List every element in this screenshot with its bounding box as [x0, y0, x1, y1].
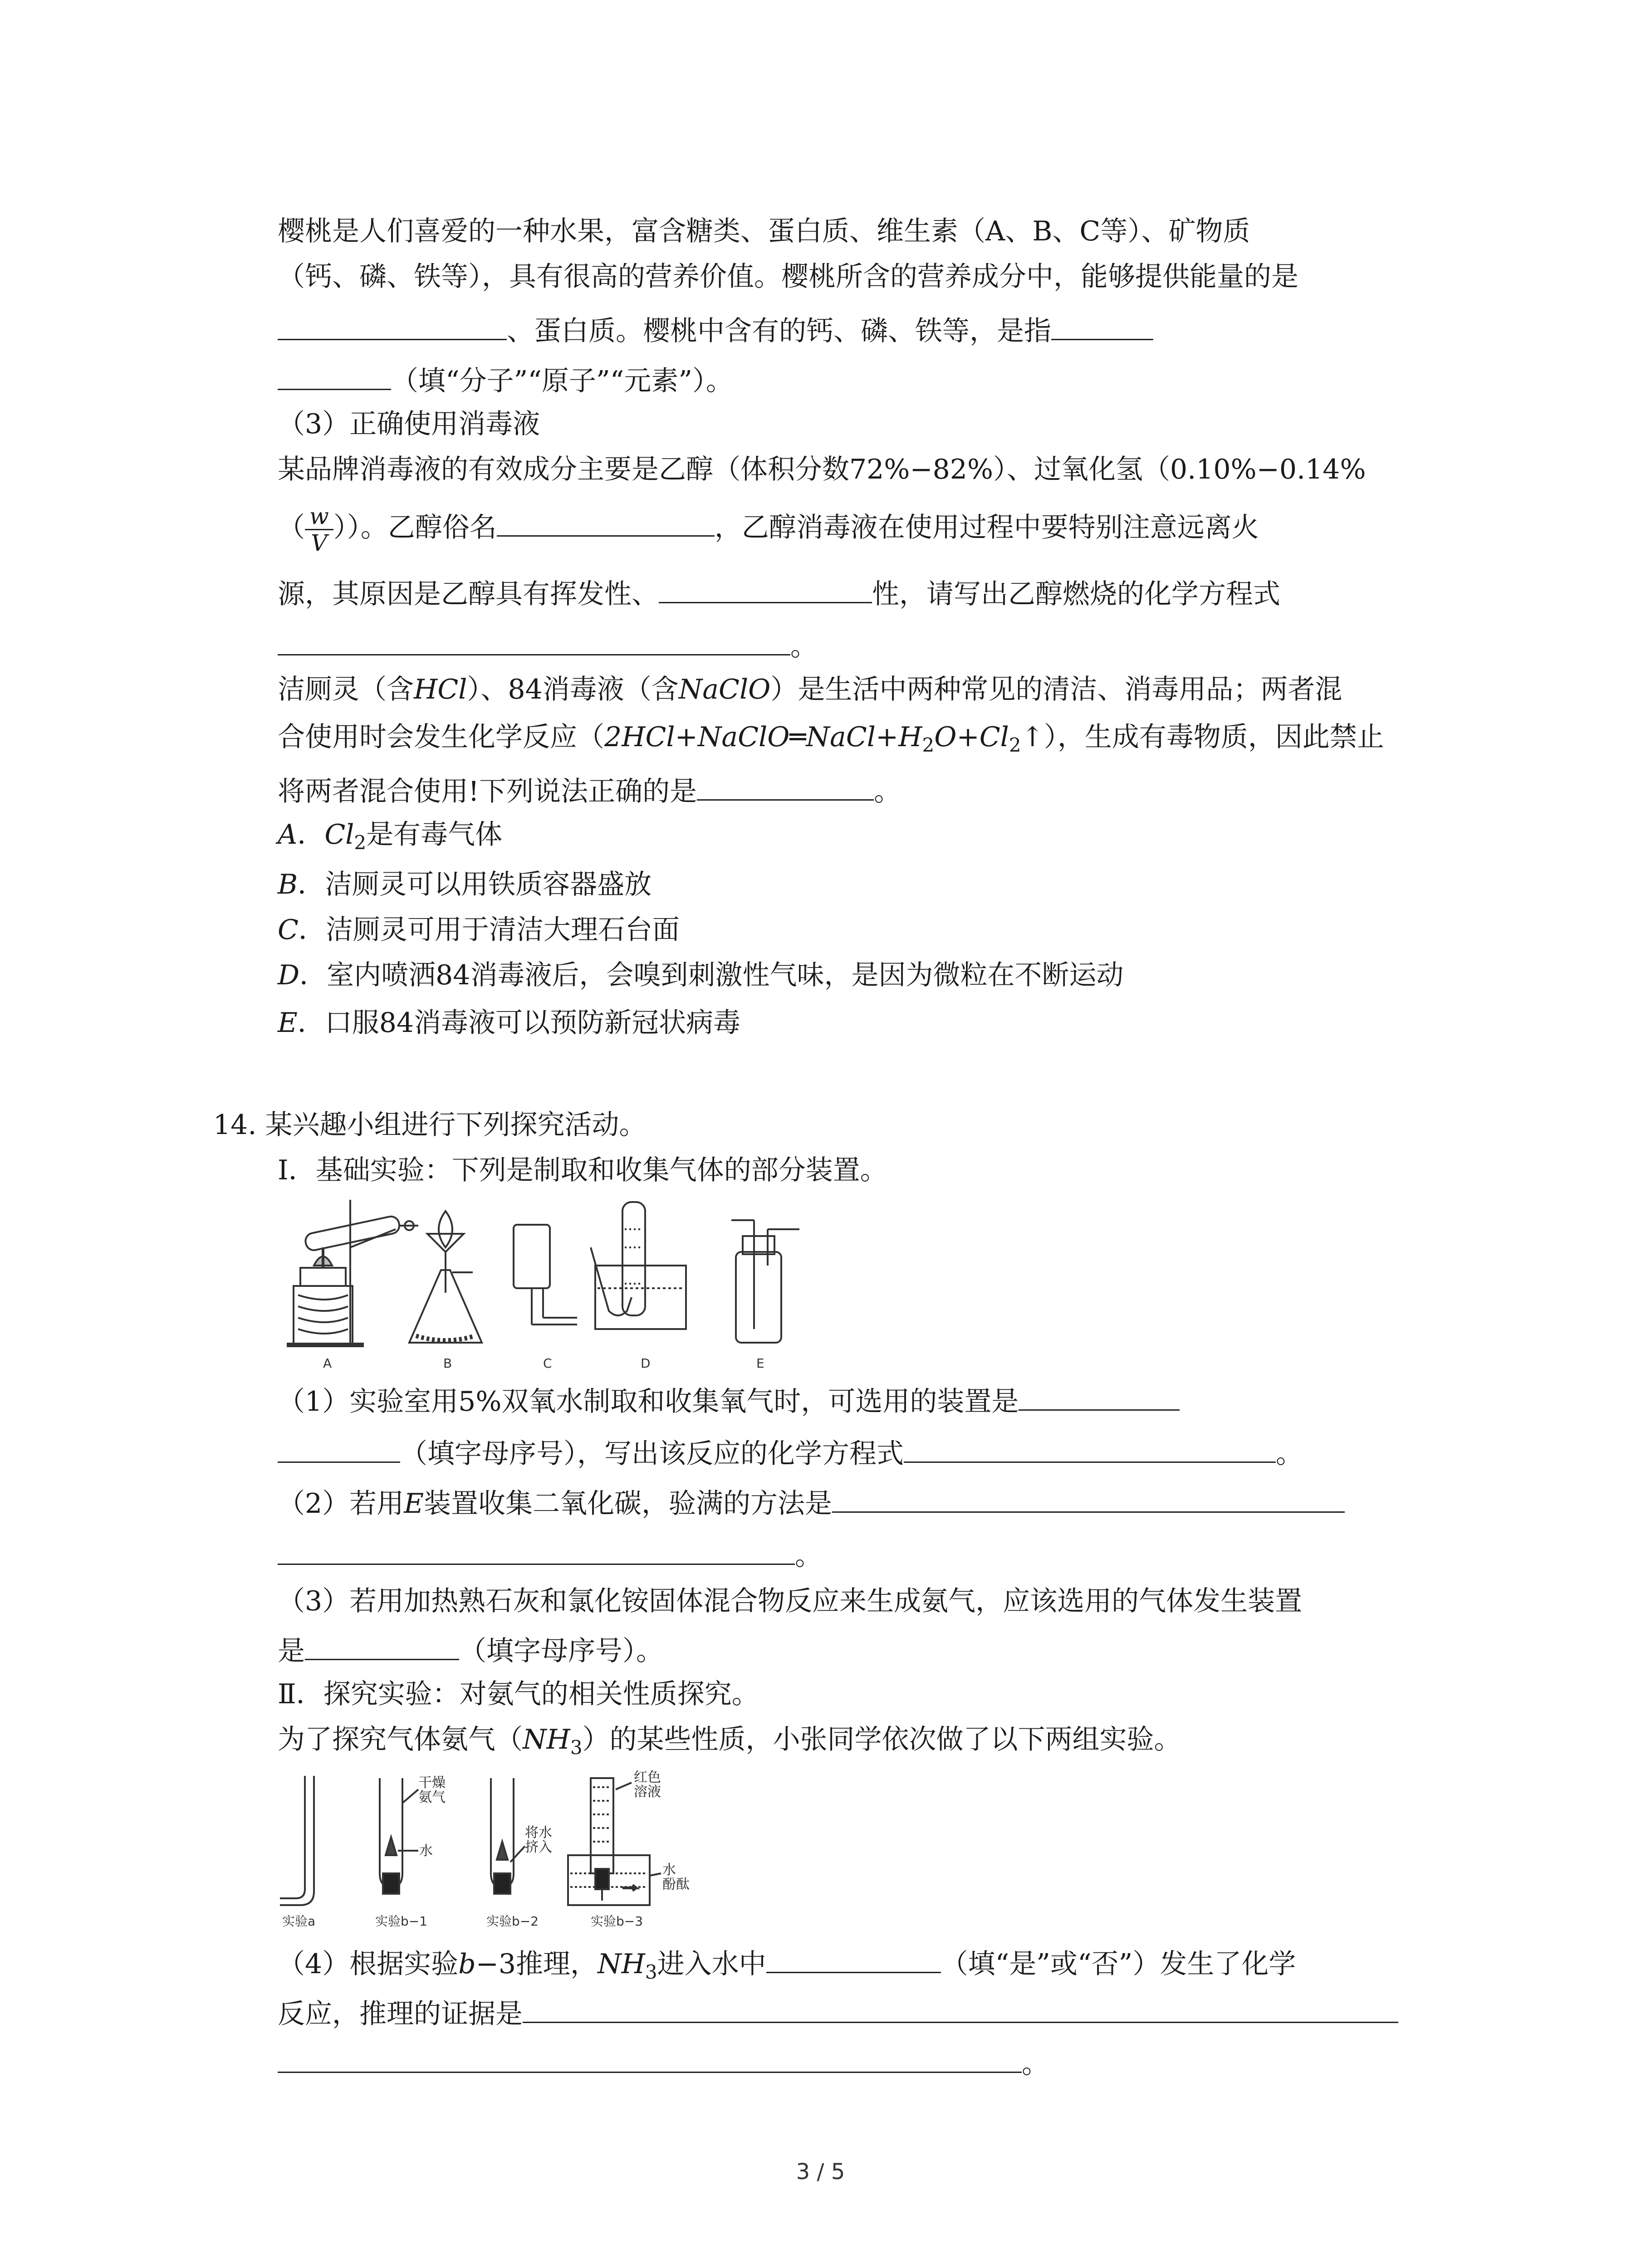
label-c: C: [543, 1356, 552, 1371]
caption-b2: 实验b−2: [486, 1914, 539, 1929]
q3-paren-open: （: [278, 512, 305, 544]
cherry-line-3-text: 、蛋白质。樱桃中含有的钙、磷、铁等，是指: [507, 315, 1051, 347]
option-a[interactable]: A．$Cl_2$是有毒气体: [278, 819, 503, 854]
annot-ammonia: 氨气: [418, 1789, 446, 1805]
q3-line-4: 。: [278, 626, 818, 665]
annot-water: 水: [419, 1843, 433, 1859]
cherry-line-4-text: （填“分子”“原子”“元素”）。: [391, 365, 734, 397]
oxygen-equation-blank[interactable]: [904, 1433, 1276, 1463]
cleaner-line-1: 洁厕灵（含HCl）、84消毒液（含NaClO）是生活中两种常见的清洁、消毒用品；两者混: [278, 674, 1342, 705]
ammonia-apparatus-blank[interactable]: [305, 1631, 459, 1660]
q3-line-1: 某品牌消毒液的有效成分主要是乙醇（体积分数72%−82%）、过氧化氢（0.10%−0.14%: [278, 454, 1366, 485]
q14-sub-3-line-1: （3）若用加热熟石灰和氯化铵固体混合物反应来生成氨气，应该选用的气体发生装置: [278, 1585, 1303, 1617]
caption-a: 实验a: [282, 1914, 316, 1929]
oxygen-apparatus-blank-a[interactable]: [1019, 1381, 1180, 1411]
q3-line-3: 源，其原因是乙醇具有挥发性、 性，请写出乙醇燃烧的化学方程式: [278, 574, 1280, 612]
reaction-yes-no-blank[interactable]: [766, 1944, 941, 1973]
element-answer-blank-a[interactable]: [1051, 311, 1153, 340]
annot-water-2: 水: [662, 1862, 676, 1878]
cherry-line-2: （钙、磷、铁等），具有很高的营养价值。樱桃所含的营养成分中，能够提供能量的是: [278, 261, 1298, 293]
cherry-line-1: 樱桃是人们喜爱的一种水果，富含糖类、蛋白质、维生素（A、B、C等）、矿物质: [278, 215, 1250, 247]
q3-line-2-end: ，乙醇消毒液在使用过程中要特别注意远离火: [714, 512, 1259, 544]
combustion-equation-blank[interactable]: [278, 626, 790, 655]
apparatus-e: [731, 1220, 799, 1343]
page-number: 3 / 5: [796, 2159, 845, 2185]
q14-title: 14. 某兴趣小组进行下列探究活动。: [213, 1109, 647, 1141]
apparatus-d: [591, 1202, 686, 1329]
annot-dry: 干燥: [418, 1775, 446, 1791]
energy-answer-blank[interactable]: [278, 311, 507, 340]
evidence-blank-b[interactable]: [278, 2043, 1022, 2073]
co2-full-check-blank-b[interactable]: [278, 1535, 795, 1565]
apparatus-figure: [278, 1193, 831, 1374]
co2-full-check-blank-a[interactable]: [832, 1483, 1345, 1513]
ethanol-property-blank[interactable]: [659, 574, 872, 603]
cherry-line-3: [278, 311, 1153, 349]
cleaner-line-3: 将两者混合使用!下列说法正确的是 。: [278, 771, 901, 810]
oxygen-apparatus-blank-b[interactable]: [278, 1433, 400, 1463]
w-over-v-fraction: $\frac{w}{V}$: [305, 503, 333, 556]
apparatus-a: [287, 1200, 418, 1345]
apparatus-b: [409, 1211, 482, 1343]
cleaner-line-2: 合使用时会发生化学反应$(2HCl+NaClO═NaCl+H_2O+Cl_2↑)$，生成有毒物质，因此禁止: [278, 721, 1384, 756]
q14-sub-1-line-2: （填字母序号），写出该反应的化学方程式 。: [278, 1433, 1303, 1472]
annot-solution: 溶液: [634, 1784, 661, 1800]
caption-b3: 实验b−3: [591, 1914, 643, 1929]
label-b: B: [443, 1356, 452, 1371]
ammonia-experiment-figure: [278, 1769, 768, 1932]
evidence-blank-a[interactable]: [523, 1994, 1398, 2023]
q3-heading: （3）正确使用消毒液: [278, 408, 540, 440]
option-c[interactable]: C．洁厕灵可用于清洁大理石台面: [278, 914, 680, 946]
q14-sub-4-line-2: 反应，推理的证据是: [278, 1994, 1398, 2032]
experiment-b1: [380, 1778, 418, 1894]
cherry-line-4: [278, 361, 733, 399]
option-e[interactable]: E．口服84消毒液可以预防新冠状病毒: [278, 1007, 741, 1039]
annot-squeeze-2: 挤入: [525, 1839, 552, 1855]
option-d[interactable]: D．室内喷洒84消毒液后，会嗅到刺激性气味，是因为微粒在不断运动: [278, 959, 1124, 991]
q14-sub-4-line-1: （4）根据实验b−3推理，$NH_3$进入水中 （填“是”或“否”）发生了化学: [278, 1944, 1296, 1990]
option-b[interactable]: B．洁厕灵可以用铁质容器盛放: [278, 869, 652, 900]
q14-intro: 为了探究气体氨气$(NH_3)$的某些性质，小张同学依次做了以下两组实验。: [278, 1724, 1181, 1759]
q14-sub-4-line-3: 。: [278, 2043, 1049, 2082]
annot-phenolphthalein: 酚酞: [662, 1877, 690, 1892]
annot-red: 红色: [634, 1769, 661, 1785]
ethanol-name-blank[interactable]: [497, 507, 715, 537]
experiment-a: [280, 1776, 314, 1905]
q14-sub-2-line-2: 。: [278, 1535, 822, 1574]
q3-line-2: [278, 503, 1259, 556]
label-d: D: [641, 1356, 651, 1371]
q14-sub-3-line-2: 是 （填字母序号）。: [278, 1631, 663, 1669]
q3-line-2-mid: ））。乙醇俗名: [333, 512, 497, 544]
q14-sub-1-line-1: （1）实验室用5%双氧水制取和收集氧气时，可选用的装置是: [278, 1381, 1180, 1420]
experiment-b2: [491, 1778, 525, 1894]
caption-b1: 实验b−1: [375, 1914, 428, 1929]
q14-part-1: Ⅰ．基础实验：下列是制取和收集气体的部分装置。: [278, 1154, 887, 1186]
annot-squeeze-1: 将水: [525, 1825, 552, 1841]
element-answer-blank-b[interactable]: [278, 361, 391, 390]
q14-part-2: Ⅱ．探究实验：对氨气的相关性质探究。: [278, 1678, 759, 1710]
correct-statement-blank[interactable]: [697, 771, 874, 801]
apparatus-c: [514, 1225, 577, 1325]
label-e: E: [756, 1356, 764, 1371]
q14-sub-2-line-1: （2）若用E装置收集二氧化碳，验满的方法是: [278, 1483, 1345, 1522]
label-a: A: [323, 1356, 332, 1371]
